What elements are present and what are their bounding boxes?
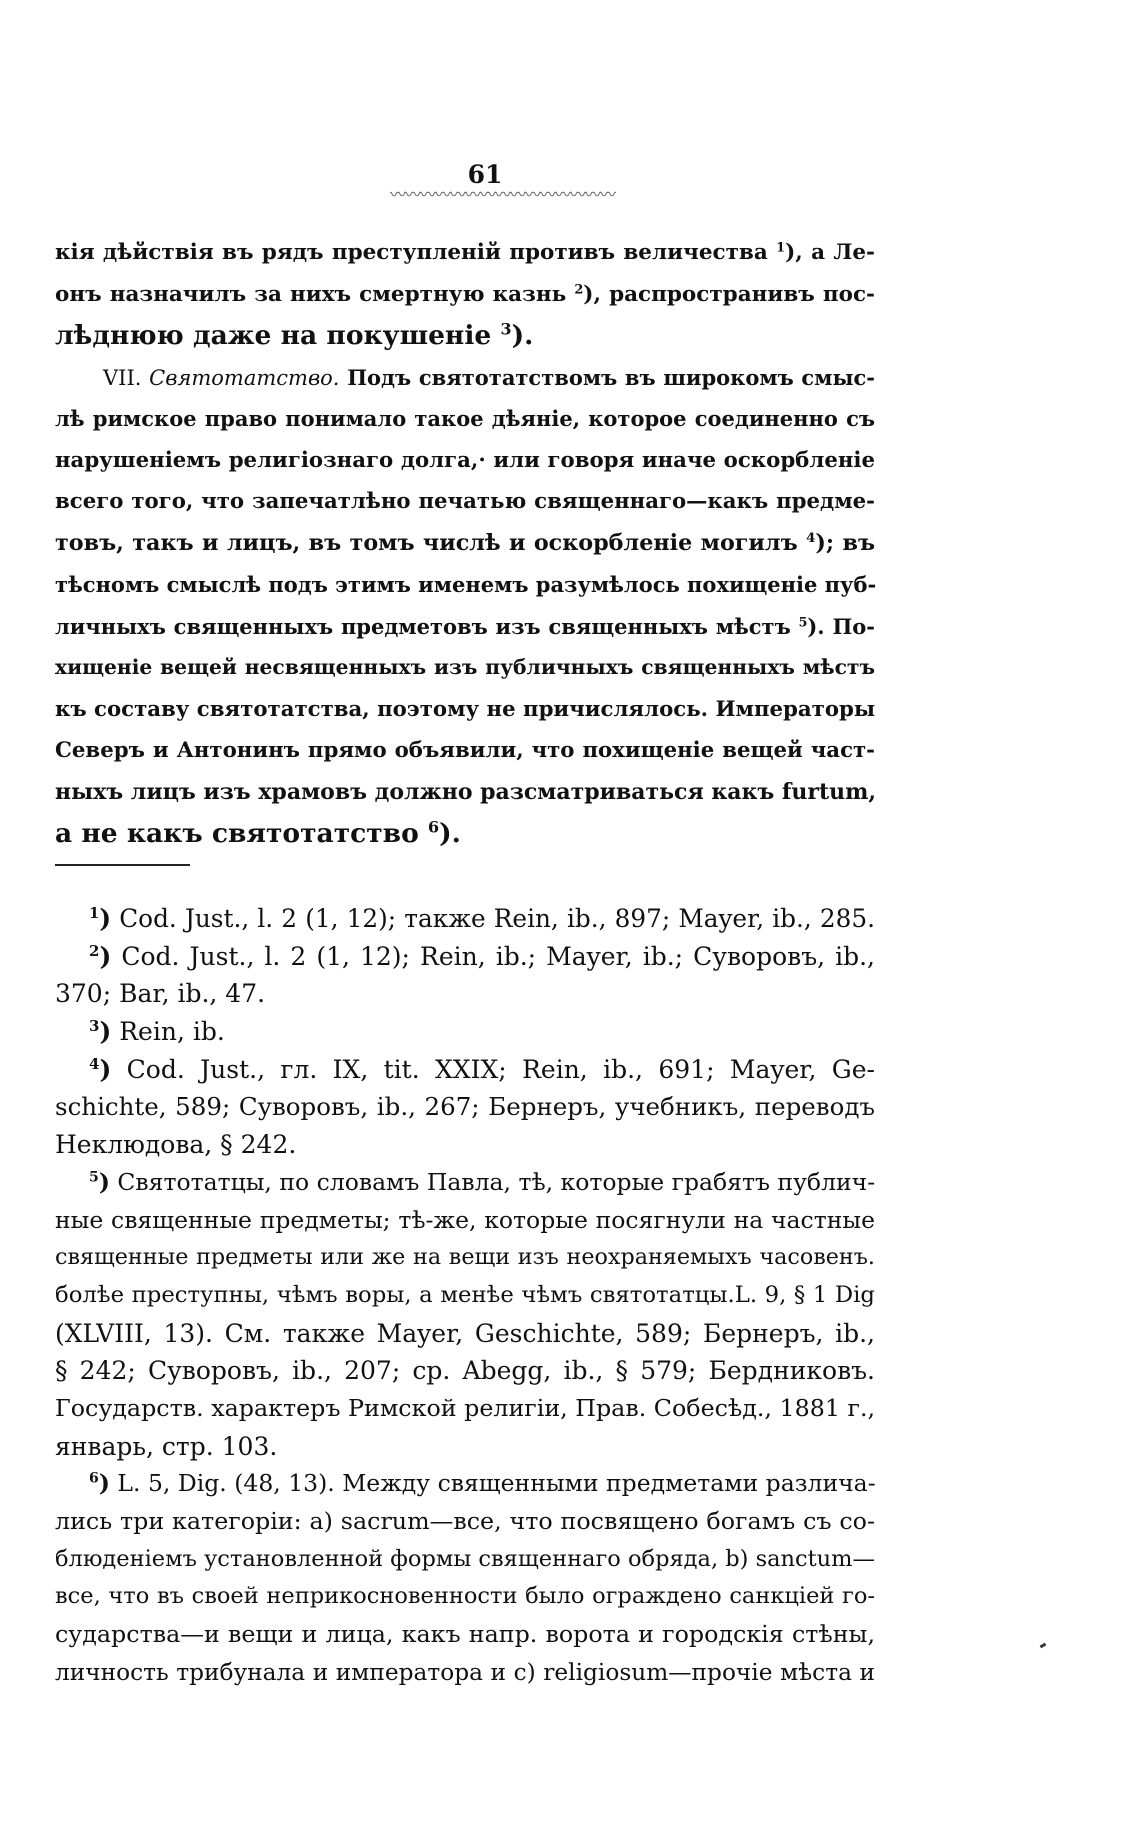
footnote-ref: 5 <box>798 613 808 629</box>
footnote-line: schichte, 589; Суворовъ, ib., 267; Бернеръ, учебникъ, переводъ <box>55 1092 875 1122</box>
text-line: къ составу святотатства, поэтому не причислялось. Императоры <box>55 696 876 722</box>
footnote-line: $^6$) L. 5, Dig. (48, 13). Между священными предметами различа- <box>89 1469 876 1498</box>
page-number: 61 <box>467 160 503 189</box>
text-line: всего того, что запечатлѣно печатью священнаго—какъ предме- <box>55 489 875 514</box>
text-line: лѣ римское право понимало такое дѣяніе, которое соединенно съ <box>55 406 875 431</box>
section-title: Святотатство. <box>149 365 340 390</box>
footnote-ref: 1 <box>776 240 786 256</box>
footnote-ref: 6 <box>428 817 440 837</box>
footnote-ref: 4 <box>806 529 816 546</box>
footnote-number: $^2$) <box>89 941 112 971</box>
footnote-number: $^6$) <box>89 1469 110 1498</box>
footnote-line: блюденіемъ установленной формы священнаго обряда, b) sanctum— <box>55 1545 876 1572</box>
footnote-ref: 2 <box>574 281 584 297</box>
scan-speck <box>1040 1643 1047 1649</box>
text-line: нарушеніемъ религіознаго долга,· или говоря иначе оскорбленіе <box>55 447 875 473</box>
footnote-line: личность трибунала и императора и c) religiosum—прочіе мѣста и <box>55 1658 875 1686</box>
footnote-line: § 242; Суворовъ, ib., 207; ср. Abegg, ib., § 579; Бердниковъ. <box>55 1356 875 1386</box>
text-line: Северъ и Антонинъ прямо объявили, что похищеніе вещей част- <box>55 738 875 763</box>
footnote-line: $^2$) Cod. Just., l. 2 (1, 12); Rein, ib.; Mayer, ib.; Суворовъ, ib., <box>89 941 875 971</box>
footnote-line: $^5$) Святотатцы, по словамъ Павла, тѣ, которые грабятъ публич- <box>89 1167 876 1196</box>
footnote-number: $^5$) <box>89 1167 110 1196</box>
section-heading-line: VII. Святотатство. Подъ святотатствомъ въ широкомъ смыс- <box>103 364 876 390</box>
footnote-number: $^4$) <box>89 1054 112 1084</box>
text-line: хищеніе вещей несвященныхъ изъ публичныхъ священныхъ мѣстъ <box>55 655 875 679</box>
section-number: VII. <box>103 365 142 390</box>
footnote-number: $^1$) <box>89 904 112 933</box>
footnote-line: болѣе преступны, чѣмъ воры, а менѣе чѣмъ святотатцы.L. 9, § 1 Dig <box>55 1281 875 1308</box>
footnote-line: лись три категоріи: a) sacrum—все, что посвящено богамъ съ со- <box>55 1507 875 1535</box>
footnotes <box>55 900 875 1691</box>
footnote-divider <box>55 864 190 866</box>
footnote-line: $^3$) Rein, ib. <box>89 1017 225 1047</box>
text-line: а не какъ святотатство $^6$). <box>55 817 461 849</box>
footnote-line: (XLVIII, 13). См. также Mayer, Geschichte, 589; Бернеръ, ib., <box>55 1318 875 1348</box>
footnote-ref: 3 <box>500 319 512 339</box>
text-line: онъ назначилъ за нихъ смертную казнь $^2$), распространивъ пос- <box>55 281 875 307</box>
footnote-line: Неклюдова, § 242. <box>55 1130 297 1160</box>
footnote-line: январь, стр. 103. <box>55 1431 278 1461</box>
footnote-line: ные священные предметы; тѣ-же, которые посягнули на частные <box>55 1205 875 1234</box>
footnote-line: $^4$) Cod. Just., гл. IX, tit. XXIX; Rein, ib., 691; Mayer, Ge- <box>89 1054 875 1084</box>
footnote-number: $^3$) <box>89 1017 112 1047</box>
footnote-line: Государств. характеръ Римской религіи, Прав. Собесѣд., 1881 г., <box>55 1393 876 1422</box>
footnote-line: все, что въ своей неприкосновенности было ограждено санкціей го- <box>55 1583 875 1610</box>
page-number-ornament: 〰〰〰〰〰〰〰〰〰〰〰〰〰〰〰 <box>390 185 616 204</box>
footnote-line: сударства—и вещи и лица, какъ напр. ворота и городскія стѣны, <box>55 1620 875 1649</box>
text-line: личныхъ священныхъ предметовъ изъ священныхъ мѣстъ $^5$). По- <box>55 613 875 639</box>
text-line: кія дѣйствія въ рядъ преступленій противъ величества $^1$), а Ле- <box>55 240 875 265</box>
main-text <box>55 232 875 855</box>
footnote-line: священные предметы или же на вещи изъ неохраняемыхъ часовенъ. <box>55 1244 875 1271</box>
text-line: тѣсномъ смыслѣ подъ этимъ именемъ разумѣлось похищеніе пуб- <box>55 572 877 597</box>
text-line: лѣднюю даже на покушеніе $^3$). <box>55 319 534 351</box>
text-line: товъ, такъ и лицъ, въ томъ числѣ и оскорбленіе могилъ $^4$); въ <box>55 529 876 556</box>
text-line: ныхъ лицъ изъ храмовъ должно разсматриваться какъ furtum, <box>55 778 877 805</box>
footnote-line: $^1$) Cod. Just., l. 2 (1, 12); также Rein, ib., 897; Mayer, ib., 285. <box>89 904 875 933</box>
footnote-line: 370; Bar, ib., 47. <box>55 979 266 1009</box>
